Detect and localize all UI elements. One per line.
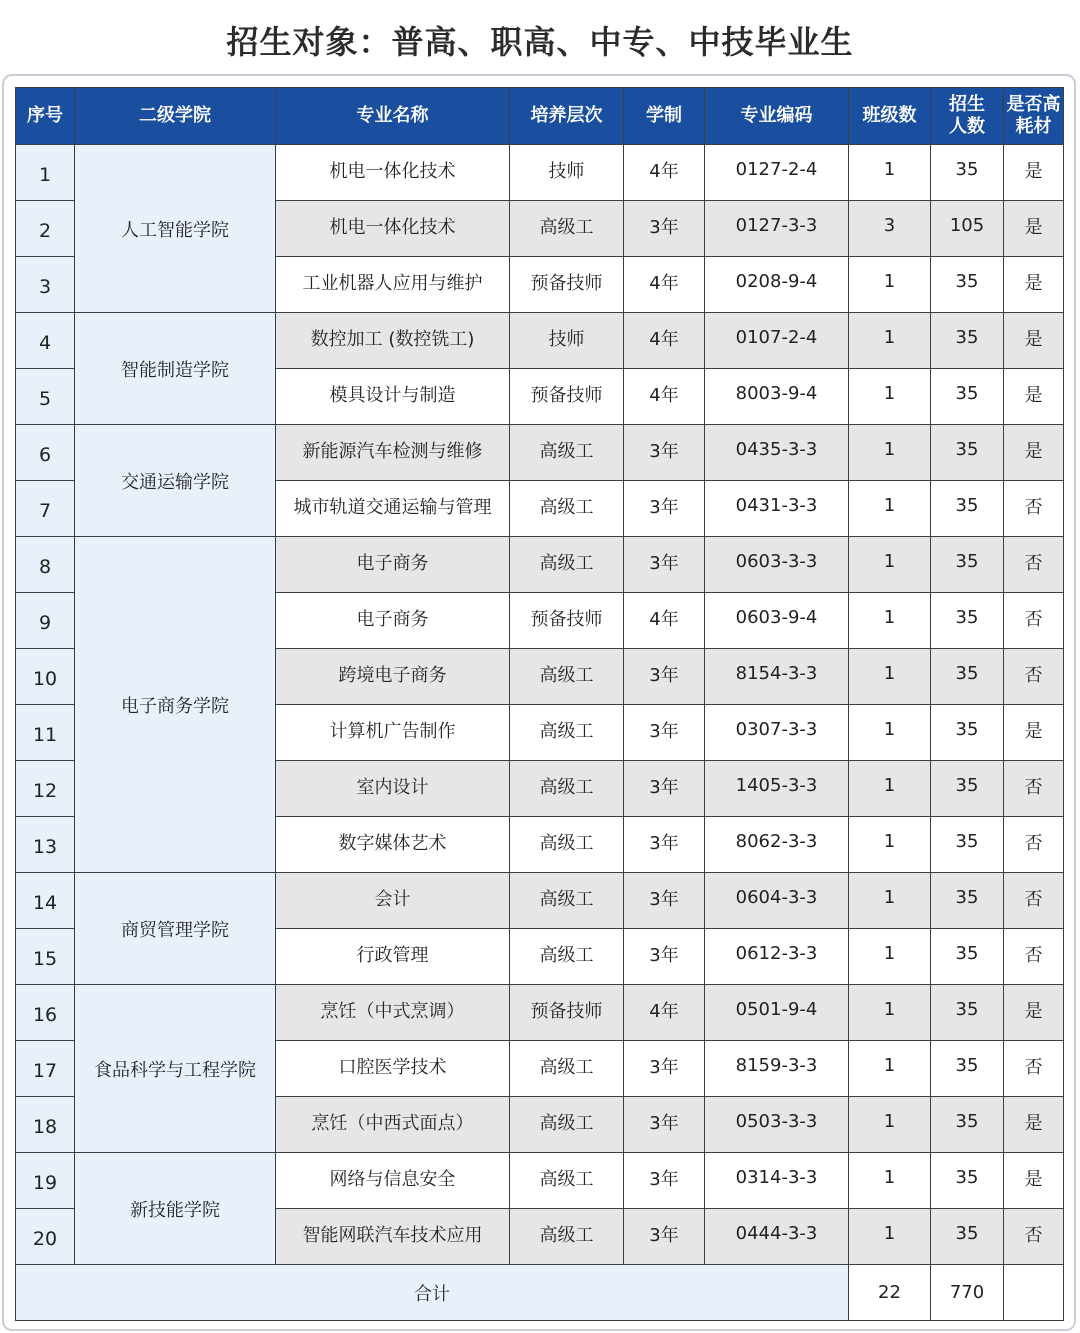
row-code: 0501-9-4: [705, 985, 849, 1041]
row-major: 会计: [276, 873, 510, 929]
row-level: 高级工: [510, 649, 624, 705]
row-code: 0127-2-4: [705, 145, 849, 201]
row-enrollment: 35: [931, 593, 1004, 649]
row-college: 智能制造学院: [75, 313, 276, 425]
row-enrollment: 35: [931, 985, 1004, 1041]
row-seq: 6: [16, 425, 75, 481]
row-major: 网络与信息安全: [276, 1153, 510, 1209]
header-classes: 班级数: [849, 88, 931, 145]
row-major: 数控加工 (数控铣工): [276, 313, 510, 369]
row-duration: 3年: [624, 873, 705, 929]
header-enrollment-line1: 招生: [949, 94, 985, 115]
row-college: 新技能学院: [75, 1153, 276, 1265]
row-level: 高级工: [510, 761, 624, 817]
row-seq: 9: [16, 593, 75, 649]
row-high-consumable: 是: [1004, 985, 1064, 1041]
row-level: 高级工: [510, 705, 624, 761]
row-major: 模具设计与制造: [276, 369, 510, 425]
row-enrollment: 35: [931, 1041, 1004, 1097]
row-classes: 1: [849, 1041, 931, 1097]
row-high-consumable: 否: [1004, 929, 1064, 985]
row-classes: 1: [849, 1153, 931, 1209]
row-high-consumable: 是: [1004, 705, 1064, 761]
row-level: 高级工: [510, 537, 624, 593]
row-enrollment: 35: [931, 873, 1004, 929]
header-high-consumable-line1: 是否高: [1006, 94, 1061, 115]
row-high-consumable: 是: [1004, 425, 1064, 481]
row-duration: 3年: [624, 425, 705, 481]
row-seq: 3: [16, 257, 75, 313]
row-high-consumable: 否: [1004, 537, 1064, 593]
row-high-consumable: 否: [1004, 649, 1064, 705]
row-level: 高级工: [510, 873, 624, 929]
row-duration: 3年: [624, 1153, 705, 1209]
row-seq: 11: [16, 705, 75, 761]
row-seq: 14: [16, 873, 75, 929]
row-college: 交通运输学院: [75, 425, 276, 537]
total-classes: 22: [849, 1265, 931, 1321]
row-classes: 1: [849, 1097, 931, 1153]
row-code: 0612-3-3: [705, 929, 849, 985]
row-enrollment: 35: [931, 313, 1004, 369]
total-enrollment: 770: [931, 1265, 1004, 1321]
row-code: 0435-3-3: [705, 425, 849, 481]
row-enrollment: 35: [931, 761, 1004, 817]
row-classes: 1: [849, 257, 931, 313]
header-enrollment: [931, 88, 1004, 145]
row-seq: 20: [16, 1209, 75, 1265]
row-level: 预备技师: [510, 369, 624, 425]
row-level: 高级工: [510, 481, 624, 537]
row-enrollment: 105: [931, 201, 1004, 257]
row-duration: 3年: [624, 201, 705, 257]
row-duration: 4年: [624, 985, 705, 1041]
row-level: 高级工: [510, 1153, 624, 1209]
row-enrollment: 35: [931, 649, 1004, 705]
row-enrollment: 35: [931, 817, 1004, 873]
row-classes: 1: [849, 873, 931, 929]
row-duration: 3年: [624, 537, 705, 593]
row-major: 城市轨道交通运输与管理: [276, 481, 510, 537]
row-level: 高级工: [510, 201, 624, 257]
row-enrollment: 35: [931, 257, 1004, 313]
page-title: 招生对象：普高、职高、中专、中技毕业生: [226, 23, 854, 61]
row-classes: 3: [849, 201, 931, 257]
row-enrollment: 35: [931, 425, 1004, 481]
row-classes: 1: [849, 145, 931, 201]
row-code: 1405-3-3: [705, 761, 849, 817]
row-enrollment: 35: [931, 145, 1004, 201]
row-major: 新能源汽车检测与维修: [276, 425, 510, 481]
row-high-consumable: 否: [1004, 593, 1064, 649]
row-level: 高级工: [510, 817, 624, 873]
row-code: 8159-3-3: [705, 1041, 849, 1097]
row-classes: 1: [849, 649, 931, 705]
row-duration: 3年: [624, 1209, 705, 1265]
row-enrollment: 35: [931, 369, 1004, 425]
row-duration: 4年: [624, 145, 705, 201]
row-major: 数字媒体艺术: [276, 817, 510, 873]
row-level: 技师: [510, 313, 624, 369]
header-level: 培养层次: [510, 88, 624, 145]
row-seq: 5: [16, 369, 75, 425]
table-row: [16, 873, 1064, 929]
row-level: 高级工: [510, 1209, 624, 1265]
row-code: 0307-3-3: [705, 705, 849, 761]
row-major: 行政管理: [276, 929, 510, 985]
row-classes: 1: [849, 929, 931, 985]
row-code: 0208-9-4: [705, 257, 849, 313]
row-classes: 1: [849, 593, 931, 649]
enrollment-table: [15, 87, 1064, 1321]
row-level: 技师: [510, 145, 624, 201]
row-college: 人工智能学院: [75, 145, 276, 313]
row-seq: 1: [16, 145, 75, 201]
row-code: 0107-2-4: [705, 313, 849, 369]
row-high-consumable: 是: [1004, 313, 1064, 369]
row-high-consumable: 是: [1004, 201, 1064, 257]
row-major: 机电一体化技术: [276, 145, 510, 201]
row-classes: 1: [849, 537, 931, 593]
row-college: 商贸管理学院: [75, 873, 276, 985]
row-duration: 4年: [624, 593, 705, 649]
row-high-consumable: 否: [1004, 817, 1064, 873]
row-code: 0444-3-3: [705, 1209, 849, 1265]
header-major: 专业名称: [276, 88, 510, 145]
row-duration: 3年: [624, 1041, 705, 1097]
row-code: 8003-9-4: [705, 369, 849, 425]
row-enrollment: 35: [931, 1097, 1004, 1153]
row-duration: 4年: [624, 313, 705, 369]
row-high-consumable: 否: [1004, 873, 1064, 929]
total-label: 合计: [16, 1265, 849, 1321]
row-major: 室内设计: [276, 761, 510, 817]
row-enrollment: 35: [931, 1153, 1004, 1209]
row-seq: 17: [16, 1041, 75, 1097]
row-classes: 1: [849, 761, 931, 817]
row-seq: 2: [16, 201, 75, 257]
row-major: 跨境电子商务: [276, 649, 510, 705]
table-row: [16, 313, 1064, 369]
row-classes: 1: [849, 1209, 931, 1265]
row-major: 烹饪（中西式面点）: [276, 1097, 510, 1153]
row-seq: 16: [16, 985, 75, 1041]
row-classes: 1: [849, 369, 931, 425]
row-duration: 4年: [624, 257, 705, 313]
row-major: 机电一体化技术: [276, 201, 510, 257]
row-high-consumable: 是: [1004, 369, 1064, 425]
row-enrollment: 35: [931, 1209, 1004, 1265]
row-classes: 1: [849, 481, 931, 537]
row-major: 智能网联汽车技术应用: [276, 1209, 510, 1265]
table-header-row: [16, 88, 1064, 145]
row-major: 计算机广告制作: [276, 705, 510, 761]
row-classes: 1: [849, 313, 931, 369]
table-row: [16, 425, 1064, 481]
row-duration: 3年: [624, 705, 705, 761]
row-seq: 15: [16, 929, 75, 985]
row-level: 高级工: [510, 1041, 624, 1097]
row-enrollment: 35: [931, 481, 1004, 537]
table-row: [16, 1153, 1064, 1209]
header-college: 二级学院: [75, 88, 276, 145]
row-code: 0431-3-3: [705, 481, 849, 537]
row-high-consumable: 否: [1004, 1041, 1064, 1097]
table-row: [16, 985, 1064, 1041]
row-code: 0127-3-3: [705, 201, 849, 257]
row-high-consumable: 是: [1004, 1097, 1064, 1153]
row-code: 0503-3-3: [705, 1097, 849, 1153]
header-duration: 学制: [624, 88, 705, 145]
header-seq: 序号: [16, 88, 75, 145]
row-high-consumable: 否: [1004, 1209, 1064, 1265]
row-enrollment: 35: [931, 929, 1004, 985]
row-classes: 1: [849, 817, 931, 873]
row-seq: 8: [16, 537, 75, 593]
row-level: 高级工: [510, 425, 624, 481]
row-seq: 4: [16, 313, 75, 369]
total-row: [16, 1265, 1064, 1321]
row-duration: 3年: [624, 481, 705, 537]
row-classes: 1: [849, 425, 931, 481]
table-row: [16, 537, 1064, 593]
total-high-consumable: [1004, 1265, 1064, 1321]
table-body: [16, 145, 1064, 1321]
row-code: 8062-3-3: [705, 817, 849, 873]
row-code: 0603-9-4: [705, 593, 849, 649]
row-major: 烹饪（中式烹调）: [276, 985, 510, 1041]
row-level: 预备技师: [510, 257, 624, 313]
row-code: 0604-3-3: [705, 873, 849, 929]
row-seq: 13: [16, 817, 75, 873]
header-enrollment-line2: 人数: [949, 116, 985, 137]
row-high-consumable: 否: [1004, 481, 1064, 537]
row-college: 电子商务学院: [75, 537, 276, 873]
row-major: 工业机器人应用与维护: [276, 257, 510, 313]
row-duration: 4年: [624, 369, 705, 425]
row-high-consumable: 否: [1004, 761, 1064, 817]
header-code: 专业编码: [705, 88, 849, 145]
row-college: 食品科学与工程学院: [75, 985, 276, 1153]
row-duration: 3年: [624, 1097, 705, 1153]
row-level: 预备技师: [510, 593, 624, 649]
row-high-consumable: 是: [1004, 145, 1064, 201]
row-major: 口腔医学技术: [276, 1041, 510, 1097]
row-high-consumable: 是: [1004, 257, 1064, 313]
header-high-consumable: [1004, 88, 1064, 145]
row-code: 0603-3-3: [705, 537, 849, 593]
row-duration: 3年: [624, 649, 705, 705]
row-classes: 1: [849, 985, 931, 1041]
row-level: 高级工: [510, 1097, 624, 1153]
row-code: 0314-3-3: [705, 1153, 849, 1209]
row-major: 电子商务: [276, 537, 510, 593]
row-level: 高级工: [510, 929, 624, 985]
row-seq: 10: [16, 649, 75, 705]
row-seq: 7: [16, 481, 75, 537]
table-row: [16, 145, 1064, 201]
row-duration: 3年: [624, 817, 705, 873]
row-enrollment: 35: [931, 537, 1004, 593]
row-high-consumable: 是: [1004, 1153, 1064, 1209]
row-code: 8154-3-3: [705, 649, 849, 705]
row-classes: 1: [849, 705, 931, 761]
row-seq: 19: [16, 1153, 75, 1209]
row-duration: 3年: [624, 929, 705, 985]
row-major: 电子商务: [276, 593, 510, 649]
header-high-consumable-line2: 耗材: [1015, 116, 1052, 137]
row-duration: 3年: [624, 761, 705, 817]
row-level: 预备技师: [510, 985, 624, 1041]
row-seq: 18: [16, 1097, 75, 1153]
row-seq: 12: [16, 761, 75, 817]
row-enrollment: 35: [931, 705, 1004, 761]
